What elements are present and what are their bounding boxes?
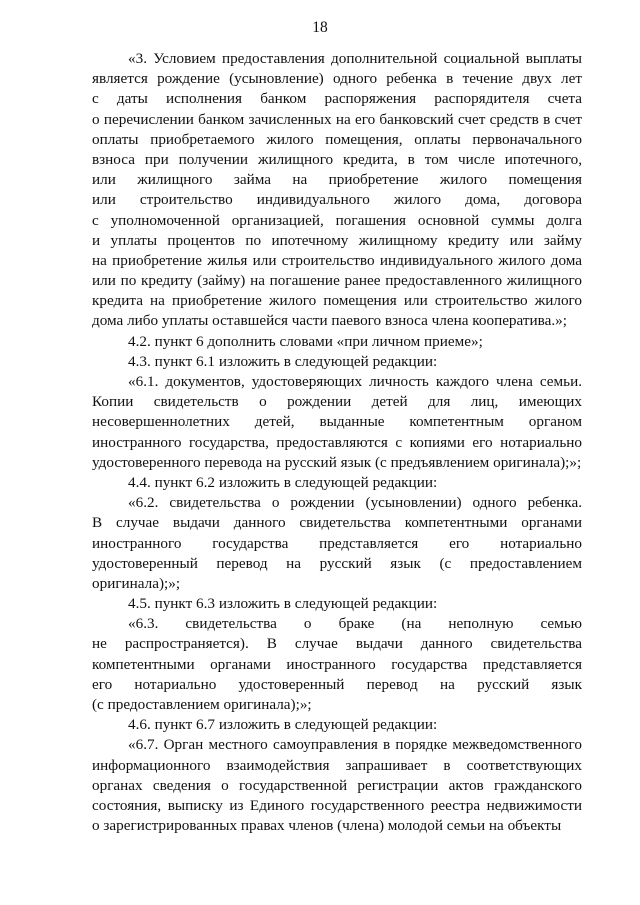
- paragraph: [92, 473, 582, 493]
- text-line: иностранного государства представляется его нотариально: [92, 534, 582, 552]
- paragraph: [92, 49, 582, 332]
- text-line: органах сведения о государственной регистрации актов гражданского: [92, 776, 582, 794]
- text-line: о перечислении банком зачисленных на его банковский счет средств в счет: [92, 110, 582, 128]
- text-line: удостоверенного перевода на русский язык (с предъявлением оригинала);»;: [92, 453, 582, 471]
- paragraph: [92, 332, 582, 352]
- text-line: оплаты приобретаемого жилого помещения, оплаты первоначального: [92, 130, 582, 148]
- text-line: «6.3. свидетельства о браке (на неполную семью: [128, 615, 582, 633]
- page-number: 18: [312, 19, 328, 36]
- text-line: оригинала);»;: [92, 574, 181, 592]
- paragraph: [92, 614, 582, 715]
- paragraph: [92, 735, 582, 836]
- text-line: В случае выдачи данного свидетельства компетентными органами: [92, 514, 582, 532]
- text-line: является рождение (усыновление) одного ребенка в течение двух лет: [92, 70, 582, 88]
- text-line: взноса при получении жилищного кредита, в том числе ипотечного,: [92, 150, 582, 168]
- text-line: или жилищного займа на приобретение жилого помещения: [92, 171, 582, 189]
- text-line: или строительство индивидуального жилого дома, договора: [92, 191, 582, 209]
- paragraph: [92, 715, 582, 735]
- text-line: о зарегистрированных правах членов (члена) молодой семьи на объекты: [92, 817, 562, 835]
- text-line: с даты исполнения банком распоряжения распорядителя счета: [92, 90, 582, 108]
- text-line: «6.7. Орган местного самоуправления в порядке межведомственного: [128, 736, 582, 754]
- text-line: компетентными органами иностранного государства представляется: [92, 655, 582, 673]
- paragraph: [92, 372, 582, 473]
- text-line: «3. Условием предоставления дополнительной социальной выплаты: [128, 50, 582, 67]
- paragraph: [92, 352, 582, 372]
- text-line: информационного взаимодействия запрашивает в соответствующих: [92, 756, 582, 774]
- paragraph: [92, 594, 582, 614]
- text-line: и уплаты процентов по ипотечному жилищному кредиту или займу: [92, 231, 582, 249]
- text-line: 4.5. пункт 6.3 изложить в следующей редакции:: [128, 595, 438, 613]
- text-line: не распространяется). В случае выдачи данного свидетельства: [92, 635, 582, 653]
- paragraph: [92, 493, 582, 594]
- text-line: (с предоставлением оригинала);»;: [92, 696, 312, 713]
- text-line: кредита на приобретение жилого помещения или строительство жилого: [92, 292, 582, 310]
- text-line: дома либо уплаты оставшейся части паевого взноса члена кооператива.»;: [92, 312, 567, 330]
- text-line: или по кредиту (займу) на погашение ранее предоставленного жилищного: [92, 272, 582, 290]
- text-line: несовершеннолетних детей, выданные компетентным органом: [92, 413, 582, 431]
- document-body: [92, 49, 582, 836]
- text-line: 4.2. пункт 6 дополнить словами «при личном приеме»;: [128, 332, 483, 350]
- text-line: удостоверенный перевод на русский язык (с предоставлением: [92, 554, 582, 572]
- text-line: «6.2. свидетельства о рождении (усыновлении) одного ребенка.: [128, 494, 582, 512]
- text-line: иностранного государства, предоставляются с копиями его нотариально: [92, 433, 582, 451]
- text-line: 4.3. пункт 6.1 изложить в следующей редакции:: [128, 352, 438, 370]
- text-line: на приобретение жилья или строительство индивидуального жилого дома: [92, 251, 582, 269]
- text-line: состояния, выписку из Единого государственного реестра недвижимости: [92, 796, 582, 814]
- text-line: Копии свидетельств о рождении детей для лиц, имеющих: [92, 393, 582, 411]
- text-line: его нотариально удостоверенный перевод на русский язык: [92, 675, 582, 693]
- text-line: 4.6. пункт 6.7 изложить в следующей редакции:: [128, 716, 438, 734]
- text-line: «6.1. документов, удостоверяющих личность каждого члена семьи.: [128, 373, 582, 390]
- text-line: с уполномоченной организацией, погашения основной суммы долга: [92, 211, 582, 229]
- text-line: 4.4. пункт 6.2 изложить в следующей редакции:: [128, 473, 438, 491]
